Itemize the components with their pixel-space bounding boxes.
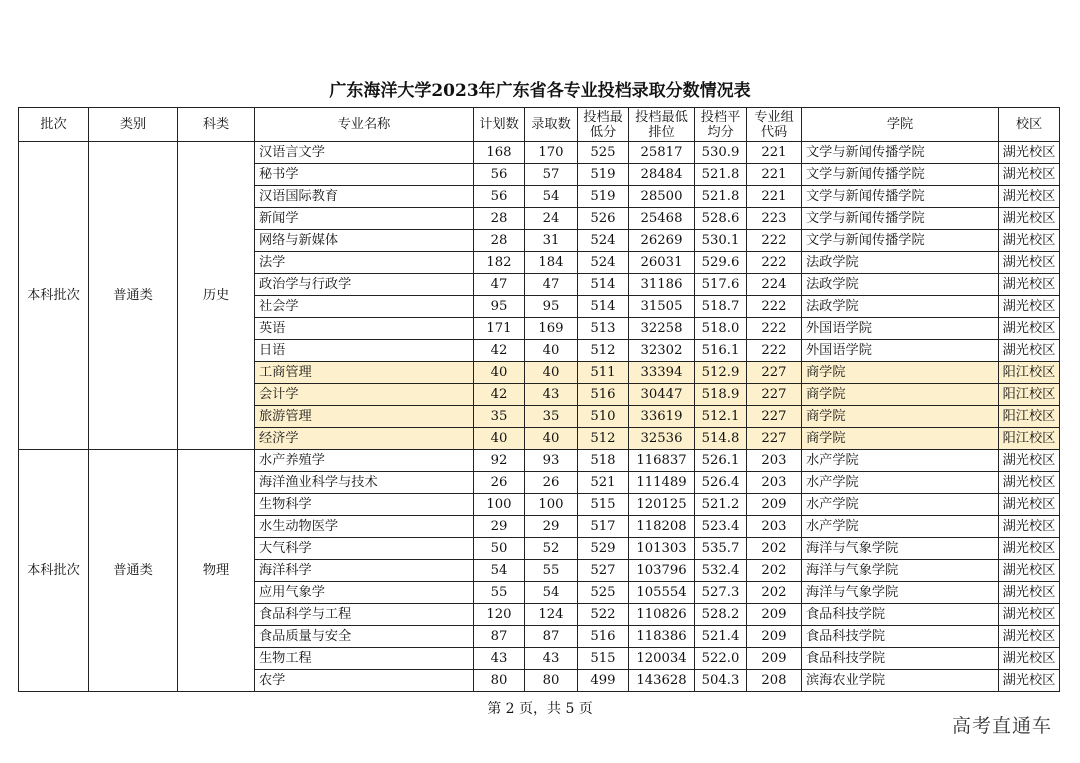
min-score-cell: 516 [578, 626, 629, 648]
major-cell: 政治学与行政学 [255, 274, 474, 296]
avg-score-cell: 521.8 [695, 186, 747, 208]
header-avg-score: 投档平均分 [695, 108, 747, 142]
batch-cell: 本科批次 [19, 142, 89, 450]
min-score-cell: 529 [578, 538, 629, 560]
admit-cell: 54 [525, 582, 578, 604]
major-cell: 海洋科学 [255, 560, 474, 582]
college-cell: 食品科技学院 [802, 604, 999, 626]
header-subject: 科类 [178, 108, 255, 142]
min-score-cell: 525 [578, 142, 629, 164]
avg-score-cell: 516.1 [695, 340, 747, 362]
min-rank-cell: 26031 [629, 252, 695, 274]
campus-cell: 湖光校区 [999, 230, 1060, 252]
major-cell: 大气科学 [255, 538, 474, 560]
campus-cell: 湖光校区 [999, 318, 1060, 340]
major-cell: 食品质量与安全 [255, 626, 474, 648]
plan-cell: 182 [474, 252, 525, 274]
header-category: 类别 [89, 108, 178, 142]
admit-cell: 43 [525, 648, 578, 670]
major-cell: 生物工程 [255, 648, 474, 670]
min-score-cell: 512 [578, 428, 629, 450]
group-code-cell: 221 [747, 186, 802, 208]
header-batch: 批次 [19, 108, 89, 142]
table-body [19, 142, 1060, 692]
campus-cell: 湖光校区 [999, 560, 1060, 582]
avg-score-cell: 522.0 [695, 648, 747, 670]
major-cell: 汉语言文学 [255, 142, 474, 164]
header-college: 学院 [802, 108, 999, 142]
college-cell: 文学与新闻传播学院 [802, 186, 999, 208]
major-cell: 食品科学与工程 [255, 604, 474, 626]
admission-table [18, 107, 1060, 692]
admit-cell: 43 [525, 384, 578, 406]
plan-cell: 80 [474, 670, 525, 692]
major-cell: 秘书学 [255, 164, 474, 186]
min-rank-cell: 120125 [629, 494, 695, 516]
college-cell: 外国语学院 [802, 340, 999, 362]
major-cell: 应用气象学 [255, 582, 474, 604]
major-cell: 经济学 [255, 428, 474, 450]
avg-score-cell: 526.1 [695, 450, 747, 472]
avg-score-cell: 518.7 [695, 296, 747, 318]
college-cell: 海洋与气象学院 [802, 582, 999, 604]
campus-cell: 阳江校区 [999, 406, 1060, 428]
college-cell: 商学院 [802, 362, 999, 384]
avg-score-cell: 529.6 [695, 252, 747, 274]
avg-score-cell: 530.9 [695, 142, 747, 164]
admit-cell: 55 [525, 560, 578, 582]
min-score-cell: 510 [578, 406, 629, 428]
min-rank-cell: 111489 [629, 472, 695, 494]
major-cell: 汉语国际教育 [255, 186, 474, 208]
min-score-cell: 524 [578, 230, 629, 252]
plan-cell: 95 [474, 296, 525, 318]
group-code-cell: 202 [747, 560, 802, 582]
campus-cell: 阳江校区 [999, 428, 1060, 450]
group-code-cell: 209 [747, 648, 802, 670]
college-cell: 商学院 [802, 428, 999, 450]
campus-cell: 湖光校区 [999, 186, 1060, 208]
min-score-cell: 516 [578, 384, 629, 406]
plan-cell: 56 [474, 186, 525, 208]
admit-cell: 26 [525, 472, 578, 494]
group-code-cell: 209 [747, 494, 802, 516]
campus-cell: 湖光校区 [999, 582, 1060, 604]
admit-cell: 100 [525, 494, 578, 516]
campus-cell: 湖光校区 [999, 274, 1060, 296]
college-cell: 水产学院 [802, 450, 999, 472]
header-campus: 校区 [999, 108, 1060, 142]
avg-score-cell: 528.2 [695, 604, 747, 626]
group-code-cell: 224 [747, 274, 802, 296]
major-cell: 农学 [255, 670, 474, 692]
min-score-cell: 527 [578, 560, 629, 582]
college-cell: 文学与新闻传播学院 [802, 142, 999, 164]
avg-score-cell: 532.4 [695, 560, 747, 582]
plan-cell: 35 [474, 406, 525, 428]
min-rank-cell: 32536 [629, 428, 695, 450]
min-score-cell: 525 [578, 582, 629, 604]
plan-cell: 28 [474, 230, 525, 252]
group-code-cell: 227 [747, 406, 802, 428]
campus-cell: 湖光校区 [999, 626, 1060, 648]
group-code-cell: 209 [747, 604, 802, 626]
avg-score-cell: 518.0 [695, 318, 747, 340]
min-rank-cell: 120034 [629, 648, 695, 670]
college-cell: 法政学院 [802, 252, 999, 274]
plan-cell: 168 [474, 142, 525, 164]
admit-cell: 52 [525, 538, 578, 560]
min-score-cell: 512 [578, 340, 629, 362]
min-score-cell: 499 [578, 670, 629, 692]
group-code-cell: 222 [747, 230, 802, 252]
avg-score-cell: 504.3 [695, 670, 747, 692]
min-rank-cell: 33619 [629, 406, 695, 428]
avg-score-cell: 535.7 [695, 538, 747, 560]
plan-cell: 56 [474, 164, 525, 186]
avg-score-cell: 528.6 [695, 208, 747, 230]
plan-cell: 120 [474, 604, 525, 626]
admit-cell: 87 [525, 626, 578, 648]
min-rank-cell: 25468 [629, 208, 695, 230]
college-cell: 法政学院 [802, 274, 999, 296]
header-major: 专业名称 [255, 108, 474, 142]
admit-cell: 54 [525, 186, 578, 208]
subject-cell: 历史 [178, 142, 255, 450]
campus-cell: 湖光校区 [999, 164, 1060, 186]
college-cell: 外国语学院 [802, 318, 999, 340]
subject-cell: 物理 [178, 450, 255, 692]
header-min-rank: 投档最低排位 [629, 108, 695, 142]
admit-cell: 95 [525, 296, 578, 318]
admit-cell: 124 [525, 604, 578, 626]
group-code-cell: 222 [747, 318, 802, 340]
campus-cell: 阳江校区 [999, 362, 1060, 384]
min-rank-cell: 105554 [629, 582, 695, 604]
min-rank-cell: 28484 [629, 164, 695, 186]
min-rank-cell: 143628 [629, 670, 695, 692]
major-cell: 水生动物医学 [255, 516, 474, 538]
college-cell: 文学与新闻传播学院 [802, 164, 999, 186]
group-code-cell: 227 [747, 362, 802, 384]
plan-cell: 29 [474, 516, 525, 538]
major-cell: 旅游管理 [255, 406, 474, 428]
plan-cell: 87 [474, 626, 525, 648]
batch-cell: 本科批次 [19, 450, 89, 692]
college-cell: 海洋与气象学院 [802, 560, 999, 582]
campus-cell: 阳江校区 [999, 384, 1060, 406]
college-cell: 法政学院 [802, 296, 999, 318]
major-cell: 生物科学 [255, 494, 474, 516]
plan-cell: 40 [474, 428, 525, 450]
campus-cell: 湖光校区 [999, 516, 1060, 538]
campus-cell: 湖光校区 [999, 208, 1060, 230]
campus-cell: 湖光校区 [999, 142, 1060, 164]
college-cell: 水产学院 [802, 494, 999, 516]
admit-cell: 170 [525, 142, 578, 164]
campus-cell: 湖光校区 [999, 472, 1060, 494]
group-code-cell: 202 [747, 538, 802, 560]
min-score-cell: 513 [578, 318, 629, 340]
min-score-cell: 517 [578, 516, 629, 538]
min-rank-cell: 26269 [629, 230, 695, 252]
major-cell: 会计学 [255, 384, 474, 406]
campus-cell: 湖光校区 [999, 648, 1060, 670]
min-score-cell: 514 [578, 274, 629, 296]
admit-cell: 184 [525, 252, 578, 274]
admit-cell: 35 [525, 406, 578, 428]
major-cell: 社会学 [255, 296, 474, 318]
avg-score-cell: 521.4 [695, 626, 747, 648]
campus-cell: 湖光校区 [999, 538, 1060, 560]
plan-cell: 26 [474, 472, 525, 494]
college-cell: 滨海农业学院 [802, 670, 999, 692]
admit-cell: 47 [525, 274, 578, 296]
min-rank-cell: 116837 [629, 450, 695, 472]
major-cell: 法学 [255, 252, 474, 274]
major-cell: 新闻学 [255, 208, 474, 230]
group-code-cell: 223 [747, 208, 802, 230]
table-row [19, 142, 1060, 164]
college-cell: 水产学院 [802, 516, 999, 538]
min-rank-cell: 118386 [629, 626, 695, 648]
plan-cell: 42 [474, 384, 525, 406]
min-score-cell: 524 [578, 252, 629, 274]
campus-cell: 湖光校区 [999, 340, 1060, 362]
college-cell: 水产学院 [802, 472, 999, 494]
college-cell: 食品科技学院 [802, 626, 999, 648]
plan-cell: 55 [474, 582, 525, 604]
campus-cell: 湖光校区 [999, 296, 1060, 318]
avg-score-cell: 523.4 [695, 516, 747, 538]
group-code-cell: 202 [747, 582, 802, 604]
min-score-cell: 514 [578, 296, 629, 318]
major-cell: 水产养殖学 [255, 450, 474, 472]
min-rank-cell: 32258 [629, 318, 695, 340]
min-rank-cell: 33394 [629, 362, 695, 384]
plan-cell: 43 [474, 648, 525, 670]
group-code-cell: 227 [747, 428, 802, 450]
college-cell: 食品科技学院 [802, 648, 999, 670]
avg-score-cell: 512.1 [695, 406, 747, 428]
group-code-cell: 222 [747, 252, 802, 274]
plan-cell: 92 [474, 450, 525, 472]
avg-score-cell: 517.6 [695, 274, 747, 296]
major-cell: 日语 [255, 340, 474, 362]
plan-cell: 100 [474, 494, 525, 516]
min-score-cell: 515 [578, 648, 629, 670]
admit-cell: 57 [525, 164, 578, 186]
table-row [19, 450, 1060, 472]
min-score-cell: 519 [578, 186, 629, 208]
group-code-cell: 209 [747, 626, 802, 648]
min-score-cell: 511 [578, 362, 629, 384]
plan-cell: 54 [474, 560, 525, 582]
avg-score-cell: 526.4 [695, 472, 747, 494]
min-rank-cell: 118208 [629, 516, 695, 538]
avg-score-cell: 521.8 [695, 164, 747, 186]
campus-cell: 湖光校区 [999, 252, 1060, 274]
group-code-cell: 221 [747, 164, 802, 186]
major-cell: 工商管理 [255, 362, 474, 384]
group-code-cell: 222 [747, 296, 802, 318]
plan-cell: 28 [474, 208, 525, 230]
major-cell: 网络与新媒体 [255, 230, 474, 252]
major-cell: 英语 [255, 318, 474, 340]
college-cell: 文学与新闻传播学院 [802, 230, 999, 252]
admit-cell: 40 [525, 362, 578, 384]
category-cell: 普通类 [89, 450, 178, 692]
campus-cell: 湖光校区 [999, 604, 1060, 626]
group-code-cell: 203 [747, 450, 802, 472]
college-cell: 商学院 [802, 406, 999, 428]
page-title: 广东海洋大学2023年广东省各专业投档录取分数情况表 [329, 81, 751, 101]
min-rank-cell: 30447 [629, 384, 695, 406]
plan-cell: 50 [474, 538, 525, 560]
admit-cell: 29 [525, 516, 578, 538]
header-group-code: 专业组代码 [747, 108, 802, 142]
avg-score-cell: 521.2 [695, 494, 747, 516]
min-rank-cell: 31505 [629, 296, 695, 318]
campus-cell: 湖光校区 [999, 494, 1060, 516]
group-code-cell: 208 [747, 670, 802, 692]
plan-cell: 40 [474, 362, 525, 384]
admit-cell: 80 [525, 670, 578, 692]
avg-score-cell: 514.8 [695, 428, 747, 450]
min-score-cell: 519 [578, 164, 629, 186]
campus-cell: 湖光校区 [999, 670, 1060, 692]
plan-cell: 171 [474, 318, 525, 340]
college-cell: 文学与新闻传播学院 [802, 208, 999, 230]
category-cell: 普通类 [89, 142, 178, 450]
min-rank-cell: 110826 [629, 604, 695, 626]
min-rank-cell: 25817 [629, 142, 695, 164]
page-footer: 第 2 页，共 5 页 [487, 701, 593, 717]
avg-score-cell: 530.1 [695, 230, 747, 252]
admit-cell: 40 [525, 428, 578, 450]
group-code-cell: 227 [747, 384, 802, 406]
header-min-score: 投档最低分 [578, 108, 629, 142]
min-score-cell: 515 [578, 494, 629, 516]
min-rank-cell: 101303 [629, 538, 695, 560]
plan-cell: 42 [474, 340, 525, 362]
avg-score-cell: 518.9 [695, 384, 747, 406]
college-cell: 海洋与气象学院 [802, 538, 999, 560]
college-cell: 商学院 [802, 384, 999, 406]
avg-score-cell: 512.9 [695, 362, 747, 384]
campus-cell: 湖光校区 [999, 450, 1060, 472]
group-code-cell: 222 [747, 340, 802, 362]
admit-cell: 169 [525, 318, 578, 340]
min-rank-cell: 103796 [629, 560, 695, 582]
plan-cell: 47 [474, 274, 525, 296]
min-score-cell: 526 [578, 208, 629, 230]
header-plan: 计划数 [474, 108, 525, 142]
group-code-cell: 203 [747, 516, 802, 538]
group-code-cell: 203 [747, 472, 802, 494]
group-code-cell: 221 [747, 142, 802, 164]
min-rank-cell: 31186 [629, 274, 695, 296]
admit-cell: 24 [525, 208, 578, 230]
min-score-cell: 518 [578, 450, 629, 472]
min-score-cell: 522 [578, 604, 629, 626]
header-admit: 录取数 [525, 108, 578, 142]
admit-cell: 31 [525, 230, 578, 252]
min-score-cell: 521 [578, 472, 629, 494]
major-cell: 海洋渔业科学与技术 [255, 472, 474, 494]
min-rank-cell: 28500 [629, 186, 695, 208]
avg-score-cell: 527.3 [695, 582, 747, 604]
min-rank-cell: 32302 [629, 340, 695, 362]
admit-cell: 93 [525, 450, 578, 472]
admit-cell: 40 [525, 340, 578, 362]
watermark: 高考直通车 [951, 715, 1052, 737]
header-row [19, 108, 1060, 142]
